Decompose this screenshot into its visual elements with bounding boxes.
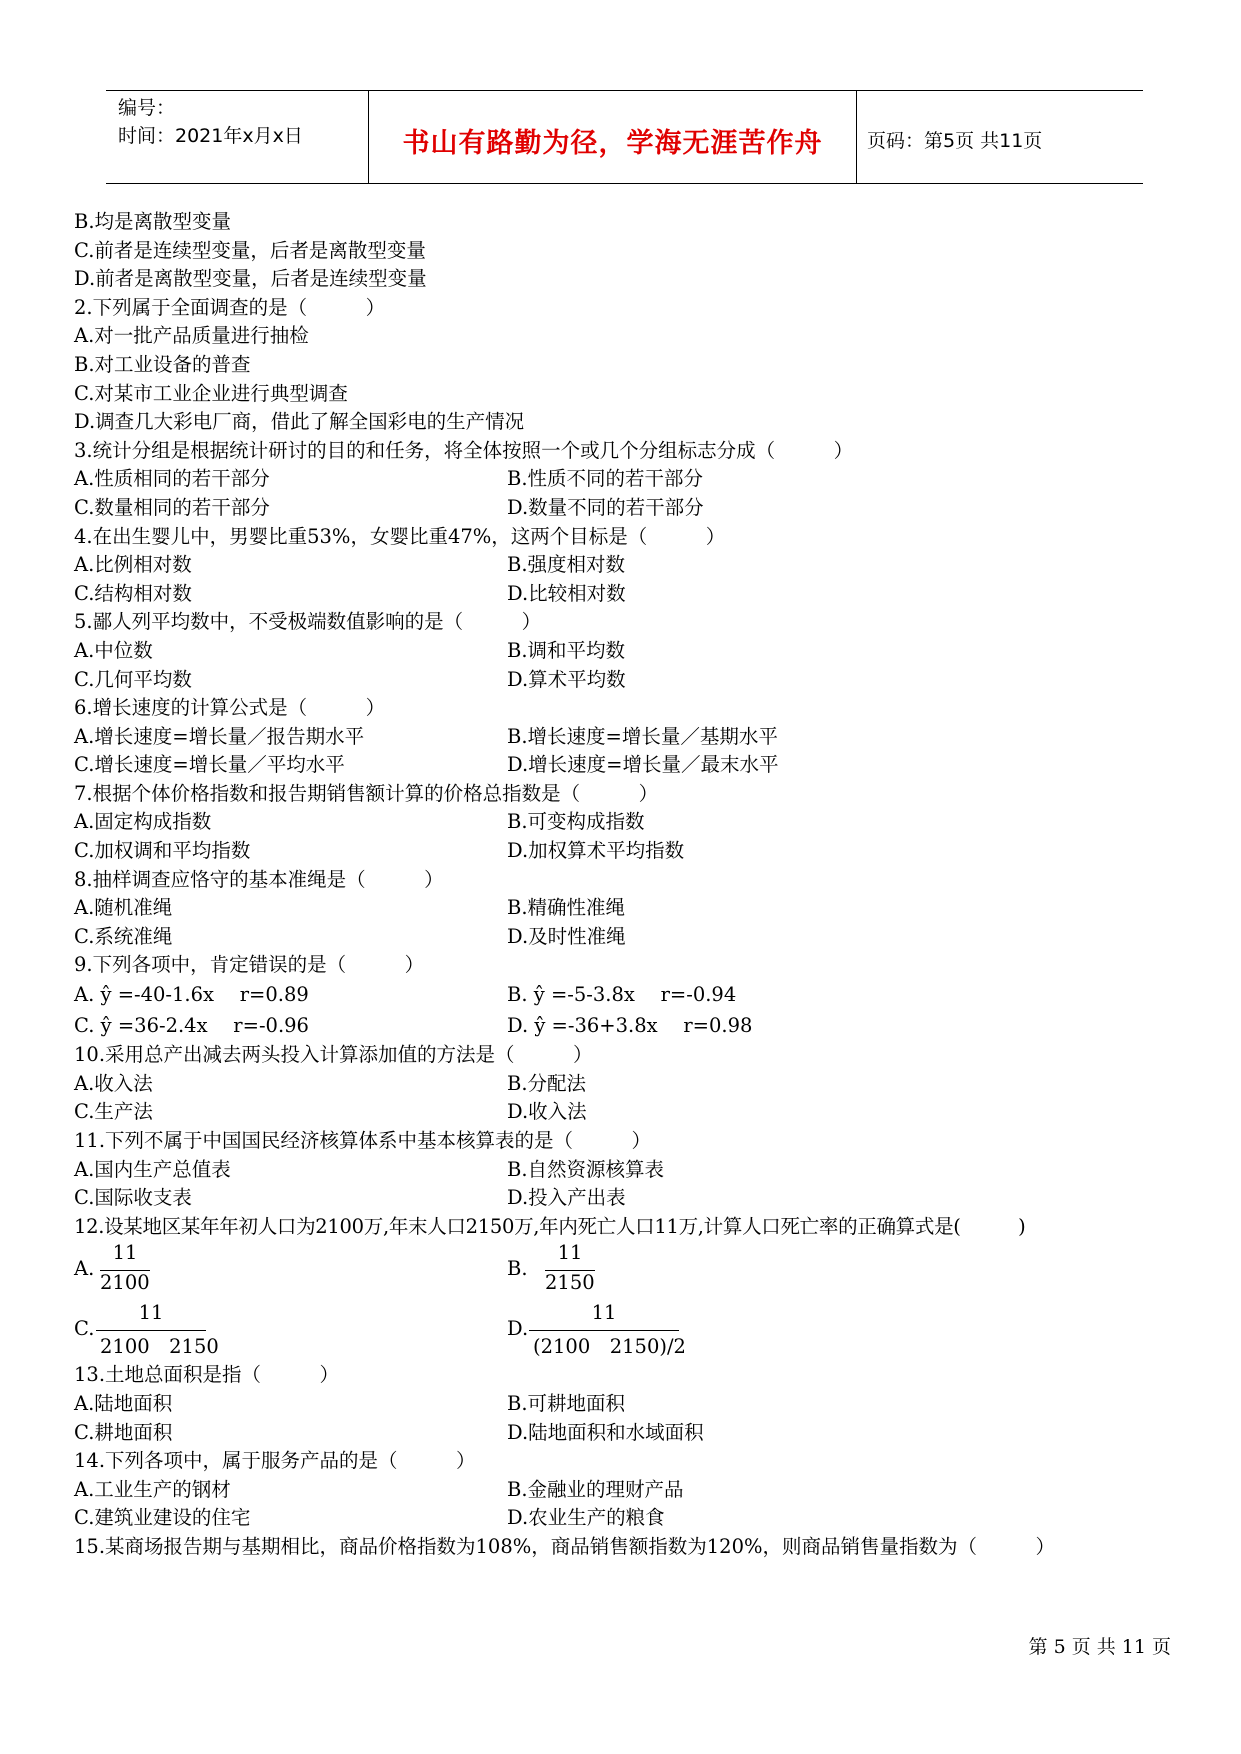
question-line: 7.根据个体价格指数和报告期销售额计算的价格总指数是（ ） — [74, 781, 659, 805]
option: D.增长速度=增长量／最末水平 — [507, 753, 779, 777]
option-label: C. — [74, 1317, 95, 1341]
option-row — [74, 1476, 1174, 1505]
option-row — [74, 723, 1174, 752]
option: C.国际收支表 — [74, 1186, 192, 1210]
option: B.性质不同的若干部分 — [507, 467, 704, 491]
option-row — [74, 751, 1174, 780]
option: B.可变构成指数 — [507, 810, 645, 834]
option-label: A. — [74, 1257, 95, 1281]
option: A. ŷ =-40-1.6x r=0.89 — [74, 983, 309, 1007]
option: C.结构相对数 — [74, 581, 192, 605]
denominator: 2100 — [100, 1271, 150, 1295]
option: B.分配法 — [507, 1071, 587, 1095]
denominator: 2100 2150 — [100, 1335, 219, 1359]
option-row — [74, 1184, 1174, 1213]
question-line: 9.下列各项中，肯定错误的是（ ） — [74, 953, 425, 977]
option-row — [74, 1156, 1174, 1185]
numerator: 11 — [112, 1241, 138, 1265]
option-row — [74, 980, 1174, 1011]
option-row — [74, 1419, 1174, 1448]
option: A.性质相同的若干部分 — [74, 467, 270, 491]
option: A.随机准绳 — [74, 896, 173, 920]
option: C.加权调和平均指数 — [74, 839, 251, 863]
option-line: B.对工业设备的普查 — [74, 352, 251, 376]
option-row — [74, 1504, 1174, 1533]
option: D. ŷ =-36+3.8x r=0.98 — [507, 1013, 753, 1037]
number-label: 编号： — [118, 97, 176, 119]
option: D.数量不同的若干部分 — [507, 495, 704, 519]
time-label: 时间：2021年x月x日 — [118, 125, 303, 147]
question-line: 5.鄙人列平均数中，不受极端数值影响的是（ ） — [74, 610, 542, 634]
option: B.自然资源核算表 — [507, 1157, 665, 1181]
option-row — [74, 1011, 1174, 1042]
denominator: (2100 2150)/2 — [533, 1335, 686, 1359]
option-row — [74, 808, 1174, 837]
option-row — [74, 666, 1174, 695]
option: B.可耕地面积 — [507, 1391, 626, 1415]
page-header — [106, 90, 1143, 184]
option-line: D.前者是离散型变量，后者是连续型变量 — [74, 267, 427, 291]
option: C.系统准绳 — [74, 924, 173, 948]
fraction-options-row — [74, 1241, 1174, 1301]
option-line: C.对某市工业企业进行典型调查 — [74, 381, 348, 405]
question-line: 8.抽样调查应恪守的基本准绳是（ ） — [74, 867, 444, 891]
fraction-options-row — [74, 1301, 1174, 1361]
option: A.比例相对数 — [74, 553, 192, 577]
option: A.陆地面积 — [74, 1391, 173, 1415]
motto: 书山有路勤为径，学海无涯苦作舟 — [402, 128, 823, 159]
option: D.比较相对数 — [507, 581, 626, 605]
question-line: 15.某商场报告期与基期相比，商品价格指数为108%，商品销售额指数为120%，则商品销售量指数为（ ） — [74, 1534, 1056, 1558]
question-line: 6.增长速度的计算公式是（ ） — [74, 696, 386, 720]
question-line: 13.土地总面积是指（ ） — [74, 1363, 340, 1387]
option-line: B.均是离散型变量 — [74, 210, 232, 233]
option-row — [74, 894, 1174, 923]
header-page-cell — [857, 91, 1143, 183]
denominator: 2150 — [545, 1271, 595, 1295]
question-line: 14.下列各项中，属于服务产品的是（ ） — [74, 1449, 476, 1473]
question-line: 12.设某地区某年年初人口为2100万,年末人口2150万,年内死亡人口11万,计算人口死亡率的正确算式是( ) — [74, 1214, 1026, 1238]
question-line: 10.采用总产出减去两头投入计算添加值的方法是（ ） — [74, 1043, 593, 1067]
option: A.收入法 — [74, 1071, 153, 1095]
option: A.固定构成指数 — [74, 810, 212, 834]
option: B. ŷ =-5-3.8x r=-0.94 — [507, 983, 737, 1007]
option: A.工业生产的钢材 — [74, 1477, 231, 1501]
option: D.投入产出表 — [507, 1186, 626, 1210]
option: D.算术平均数 — [507, 667, 626, 691]
option-row — [74, 1390, 1174, 1419]
option: B.金融业的理财产品 — [507, 1477, 684, 1501]
option-row — [74, 1070, 1174, 1099]
option: D.收入法 — [507, 1100, 587, 1124]
numerator: 11 — [138, 1301, 164, 1325]
option-row — [74, 837, 1174, 866]
option-label: B. — [507, 1257, 528, 1281]
option: C.增长速度=增长量／平均水平 — [74, 753, 345, 777]
option-label: D. — [507, 1317, 529, 1341]
option: D.陆地面积和水域面积 — [507, 1420, 704, 1444]
option-row — [74, 637, 1174, 666]
option: D.及时性准绳 — [507, 924, 626, 948]
option-row — [74, 551, 1174, 580]
option: B.调和平均数 — [507, 638, 626, 662]
option: B.增长速度=增长量／基期水平 — [507, 724, 778, 748]
option-row — [74, 1098, 1174, 1127]
option-line: C.前者是连续型变量，后者是离散型变量 — [74, 238, 426, 262]
question-content — [74, 208, 1174, 1562]
option: C.数量相同的若干部分 — [74, 495, 270, 519]
option: B.强度相对数 — [507, 553, 626, 577]
option: D.加权算术平均指数 — [507, 839, 685, 863]
question-line: 2.下列属于全面调查的是（ ） — [74, 295, 386, 319]
question-line: 11.下列不属于中国国民经济核算体系中基本核算表的是（ ） — [74, 1129, 652, 1152]
option: B.精确性准绳 — [507, 896, 626, 920]
question-line: 4.在出生婴儿中，男婴比重53%，女婴比重47%，这两个目标是（ ） — [74, 524, 726, 548]
option-line: D.调查几大彩电厂商，借此了解全国彩电的生产情况 — [74, 410, 525, 434]
option: C.耕地面积 — [74, 1420, 173, 1444]
option: C. ŷ =36-2.4x r=-0.96 — [74, 1013, 309, 1037]
numerator: 11 — [557, 1241, 583, 1265]
page-footer: 第 5 页 共 11 页 — [1028, 1636, 1171, 1658]
option-row — [74, 580, 1174, 609]
header-info-cell — [106, 91, 369, 183]
option: A.增长速度=增长量／报告期水平 — [74, 724, 365, 748]
option-row — [74, 465, 1174, 494]
option: C.建筑业建设的住宅 — [74, 1506, 251, 1530]
option-row — [74, 923, 1174, 952]
option: C.生产法 — [74, 1100, 153, 1124]
numerator: 11 — [591, 1301, 617, 1325]
option: A.国内生产总值表 — [74, 1157, 231, 1181]
question-line: 3.统计分组是根据统计研讨的目的和任务，将全体按照一个或几个分组标志分成（ ） — [74, 438, 854, 462]
page-number-label: 页码：第5页 共11页 — [867, 130, 1043, 152]
option: D.农业生产的粮食 — [507, 1506, 665, 1530]
option: A.中位数 — [74, 638, 153, 662]
option-row — [74, 494, 1174, 523]
option-line: A.对一批产品质量进行抽检 — [74, 324, 309, 348]
option: C.几何平均数 — [74, 667, 192, 691]
header-motto-cell — [369, 91, 857, 183]
